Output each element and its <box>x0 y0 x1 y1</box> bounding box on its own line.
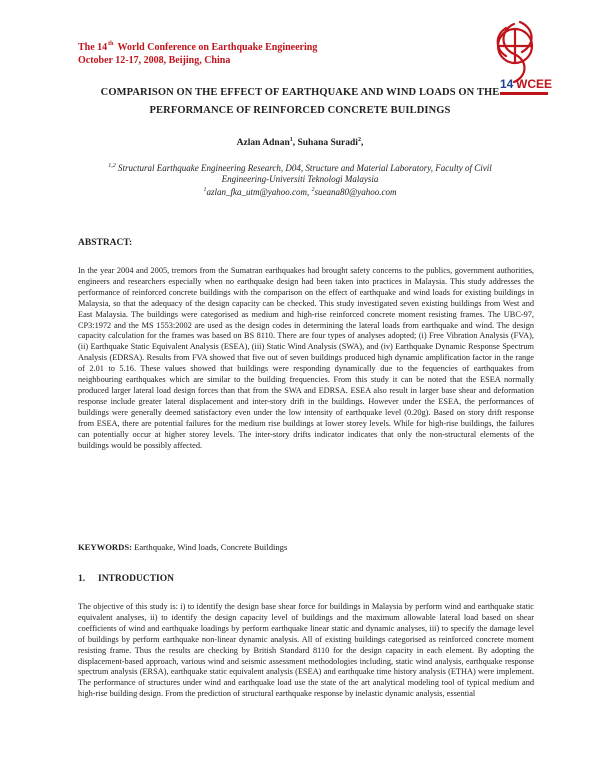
author-affiliation: $^{1,2}$ Structural Earthquake Engineering Research, D04, Structure and Material Laboratory, Faculty of Civil Engineering-Universiti Teknologi Malaysia $^1$azlan_fka_utm@yahoo.com, $^2$sueana80@yahoo.com <box>90 161 510 198</box>
author-emails: $^1$azlan_fka_utm@yahoo.com, $^2$sueana80@yahoo.com <box>203 187 397 197</box>
paper-title: COMPARISON ON THE EFFECT OF EARTHQUAKE AND WIND LOADS ON THE PERFORMANCE OF REINFORCED CONCRETE BUILDINGS <box>100 87 500 116</box>
abstract-heading: ABSTRACT: <box>78 238 133 248</box>
keywords: KEYWORDS: Earthquake, Wind loads, Concrete Buildings <box>78 542 288 552</box>
conference-name: The 14th World Conference on Earthquake Engineering <box>78 41 318 53</box>
introduction-text: The objective of this study is: i) to identify the design base shear force for buildings in Malaysia by perform wind and earthquake static equivalent analyses, ii) to identify the design capacity level of buildings and the maximum allowable lateral load based on shear coefficients of wind and earthquake loadings by perform earthquake linear static and dynamic analyses, iii) to specify the damage level of buildings by perform earthquake non-linear dynamic analysis. All of existing buildings categorised as reinforced concrete moment resisting frame. Thus the results are checking by British Standard 8110 for the design capacity in each element. By adopting the displacement-based approach, various wind and seismic assessment methodologies including, static wind analysis, earthquake response spectrum analysis (ERSA), earthquake static equivalent analysis (ESEA) and earthquake time history analysis (ETHA) were implement. The performance of structures under wind and earthquake load use the state of the art analytical modeling tool of typical medium and high-rise building design. From the prediction of structural earthquake response by inelastic dynamic analysis, essential <box>78 602 534 699</box>
abstract-text: In the year 2004 and 2005, tremors from the Sumatran earthquakes had brought safety concerns to the publics, government authorities, engineers and researchers especially when no earthquake design had been taken into practices in Malaysia. This study addresses the performance of reinforced concrete buildings with the comparison on the effect of earthquake and wind loads for existing buildings in Malaysia, so that the adequacy of the design capacity can be checked. This study investigated seven existing buildings from West and East Malaysia. The buildings were categorised as medium and high-rise reinforced concrete moment resisting frames. The UBC-97, CP3:1972 and the MS 1553:2002 are used as the design codes in determining the lateral loads from earthquake and wind. The design capacity calculation for the frames was based on BS 8110. There are four types of analyses adopted; (i) Free Vibration Analysis (FVA), (ii) Earthquake Static Equivalent Analysis (ESEA), (iii) Static Wind Analysis (SWA), and (iv) Earthquake Dynamic Response Spectrum Analysis (EDRSA). Results from FVA showed that five out of seven buildings produced high dynamic amplification factor in the range of 2.01 to 5.16. These values showed that buildings were responding dynamically due to the fequencies of earthquakes from neighbouring earthquakes which are similar to the building frequencies. From this study it can be noted that the ESEA normally produced larger lateral load design forces than that from the SWA and EDRSA. ESEA also result in larger base shear and deformation response include greater lateral displacement and inter-story drift in the buildings. However under the ESEA, the performances of buildings were generally deemed satisfactory even under the low intensity of earthquake level (0.20g). Based on story drift response from ESEA, there are potential failures for the medium rise buildings at lower storey levels. While for high-rise buildings, the failures can potentially occur at higher storey levels. The inter-story drifts indicator indicates that only the non-structural elements of the buildings would be possibly affected. <box>78 266 534 450</box>
conference-header <box>78 38 438 67</box>
logo-number: 14 <box>500 77 514 91</box>
conference-date: October 12-17, 2008, Beijing, China <box>78 55 231 66</box>
introduction-heading: 1. INTRODUCTION <box>78 574 175 584</box>
logo-text: WCEE <box>516 77 552 91</box>
paper-authors: Azlan Adnan$^1$, Suhana Suradi$^2$, <box>236 137 364 148</box>
